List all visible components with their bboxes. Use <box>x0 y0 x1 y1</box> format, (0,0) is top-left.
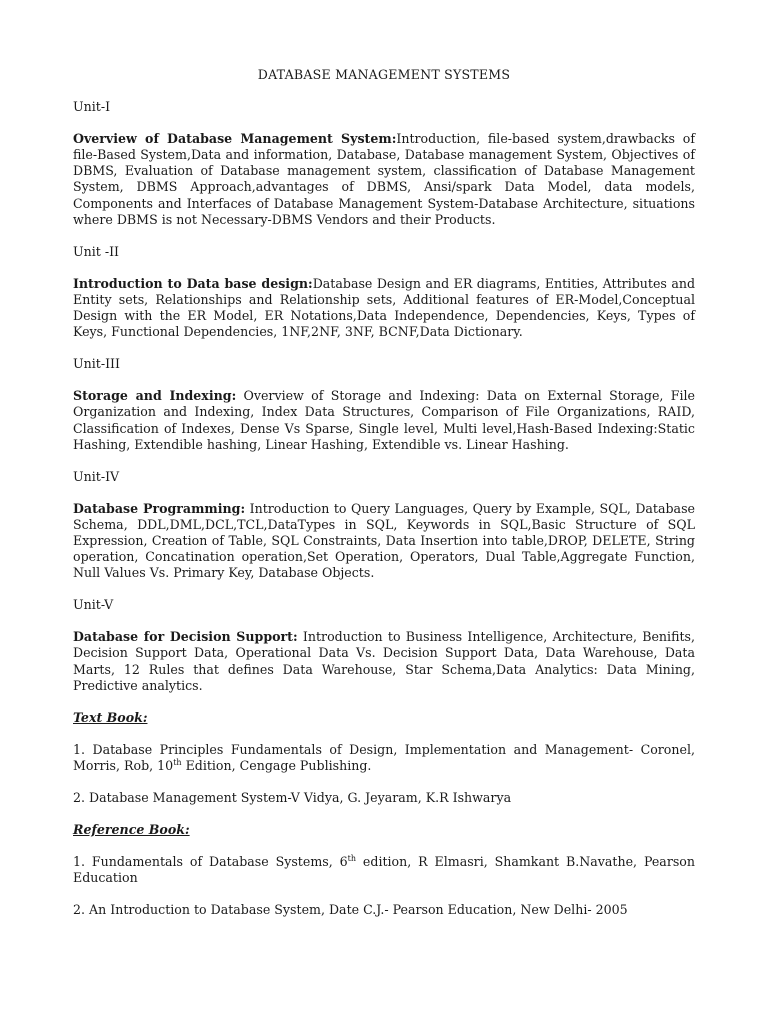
unit-1-body <box>73 131 695 228</box>
unit-3-heading: Unit-III <box>73 356 120 372</box>
text-book-item-1-main: 1. Database Principles Fundamentals of Design, Implementation and Management- Coronel, Morris, Rob, 10 <box>73 741 695 773</box>
reference-book-item-1 <box>73 854 695 886</box>
reference-book-item-1-sup: th <box>347 854 357 863</box>
unit-5-content: Introduction to Business Intelligence, Architecture, Benifits, Decision Support Data, Operational Data Vs. Decision Support Data, Data Warehouse, Data Marts, 12 Rules that defines Data Warehouse, Star Schema,Data Analytics: Data Mining, Predictive analytics. <box>73 629 695 693</box>
unit-5-body <box>73 629 695 693</box>
text-book-item-1 <box>73 742 695 774</box>
syllabus-page <box>73 67 695 934</box>
reference-book-item-1-main: 1. Fundamentals of Database Systems, 6 <box>73 854 348 870</box>
unit-3-content: Overview of Storage and Indexing: Data on External Storage, File Organization and Indexing, Index Data Structures, Comparison of File Organizations, RAID, Classification of Indexes, Dense Vs Sparse, Single level, Multi level,Hash-Based Indexing:Static Hashing, Extendible hashing, Linear Hashing, Extendible vs. Linear Hashing. <box>73 388 695 452</box>
text-book-item-1-sup: th <box>173 757 182 767</box>
unit-2-topic: Introduction to Data base design: <box>73 275 313 291</box>
reference-book-item-1-rest: edition, R Elmasri, Shamkant B.Navathe, Pearson Education <box>73 854 695 886</box>
unit-1-topic: Overview of Database Management System: <box>73 131 397 147</box>
unit-2-content: Database Design and ER diagrams, Entities, Attributes and Entity sets, Relationships and Relationship sets, Additional features of ER-Model,Conceptual Design with the ER Model, ER Notations,Data Independence, Dependencies, Keys, Types of Keys, Functional Dependencies, 1NF,2NF, 3NF, BCNF,Data Dictionary. <box>73 275 696 340</box>
reference-book-heading: Reference Book: <box>73 822 190 838</box>
text-book-heading: Text Book: <box>73 709 148 725</box>
unit-5-heading: Unit-V <box>73 597 114 613</box>
text-book-item-1-rest: Edition, Cengage Publishing. <box>181 757 372 773</box>
unit-1-heading: Unit-I <box>73 99 111 115</box>
unit-4-topic: Database Programming: <box>73 500 246 516</box>
unit-2-body <box>73 276 695 340</box>
unit-1-content: Introduction, file-based system,drawbacks of file-Based System,Data and information, Database, Database management System, Objectives of DBMS, Evaluation of Database management system, classification of Database Management System, DBMS Approach,advantages of DBMS, Ansi/spark Data Model, data models, Components and Interfaces of Database Management System-Database Architecture, situations where DBMS is not Necessary-DBMS Vendors and their Products. <box>73 131 695 227</box>
unit-2-heading: Unit -II <box>73 243 120 259</box>
unit-3-body <box>73 388 695 452</box>
unit-4-content: Introduction to Query Languages, Query by Example, SQL, Database Schema, DDL,DML,DCL,TCL,DataTypes in SQL, Keywords in SQL,Basic Structure of SQL Expression, Creation of Table, SQL Constraints, Data Insertion into table,DROP, DELETE, String operation, Concatination operation,Set Operation, Operators, Dual Table,Aggregate Function, Null Values Vs. Primary Key, Database Objects. <box>73 500 695 581</box>
document-title: DATABASE MANAGEMENT SYSTEMS <box>257 67 511 82</box>
text-book-item-2: 2. Database Management System-V Vidya, G. Jeyaram, K.R Ishwarya <box>73 790 512 805</box>
unit-4-body <box>73 501 695 581</box>
unit-3-topic: Storage and Indexing: <box>73 388 237 404</box>
unit-5-topic: Database for Decision Support: <box>73 629 298 645</box>
unit-4-heading: Unit-IV <box>73 468 120 484</box>
reference-book-item-2: 2. An Introduction to Database System, Date C.J.- Pearson Education, New Delhi- 2005 <box>73 902 628 918</box>
